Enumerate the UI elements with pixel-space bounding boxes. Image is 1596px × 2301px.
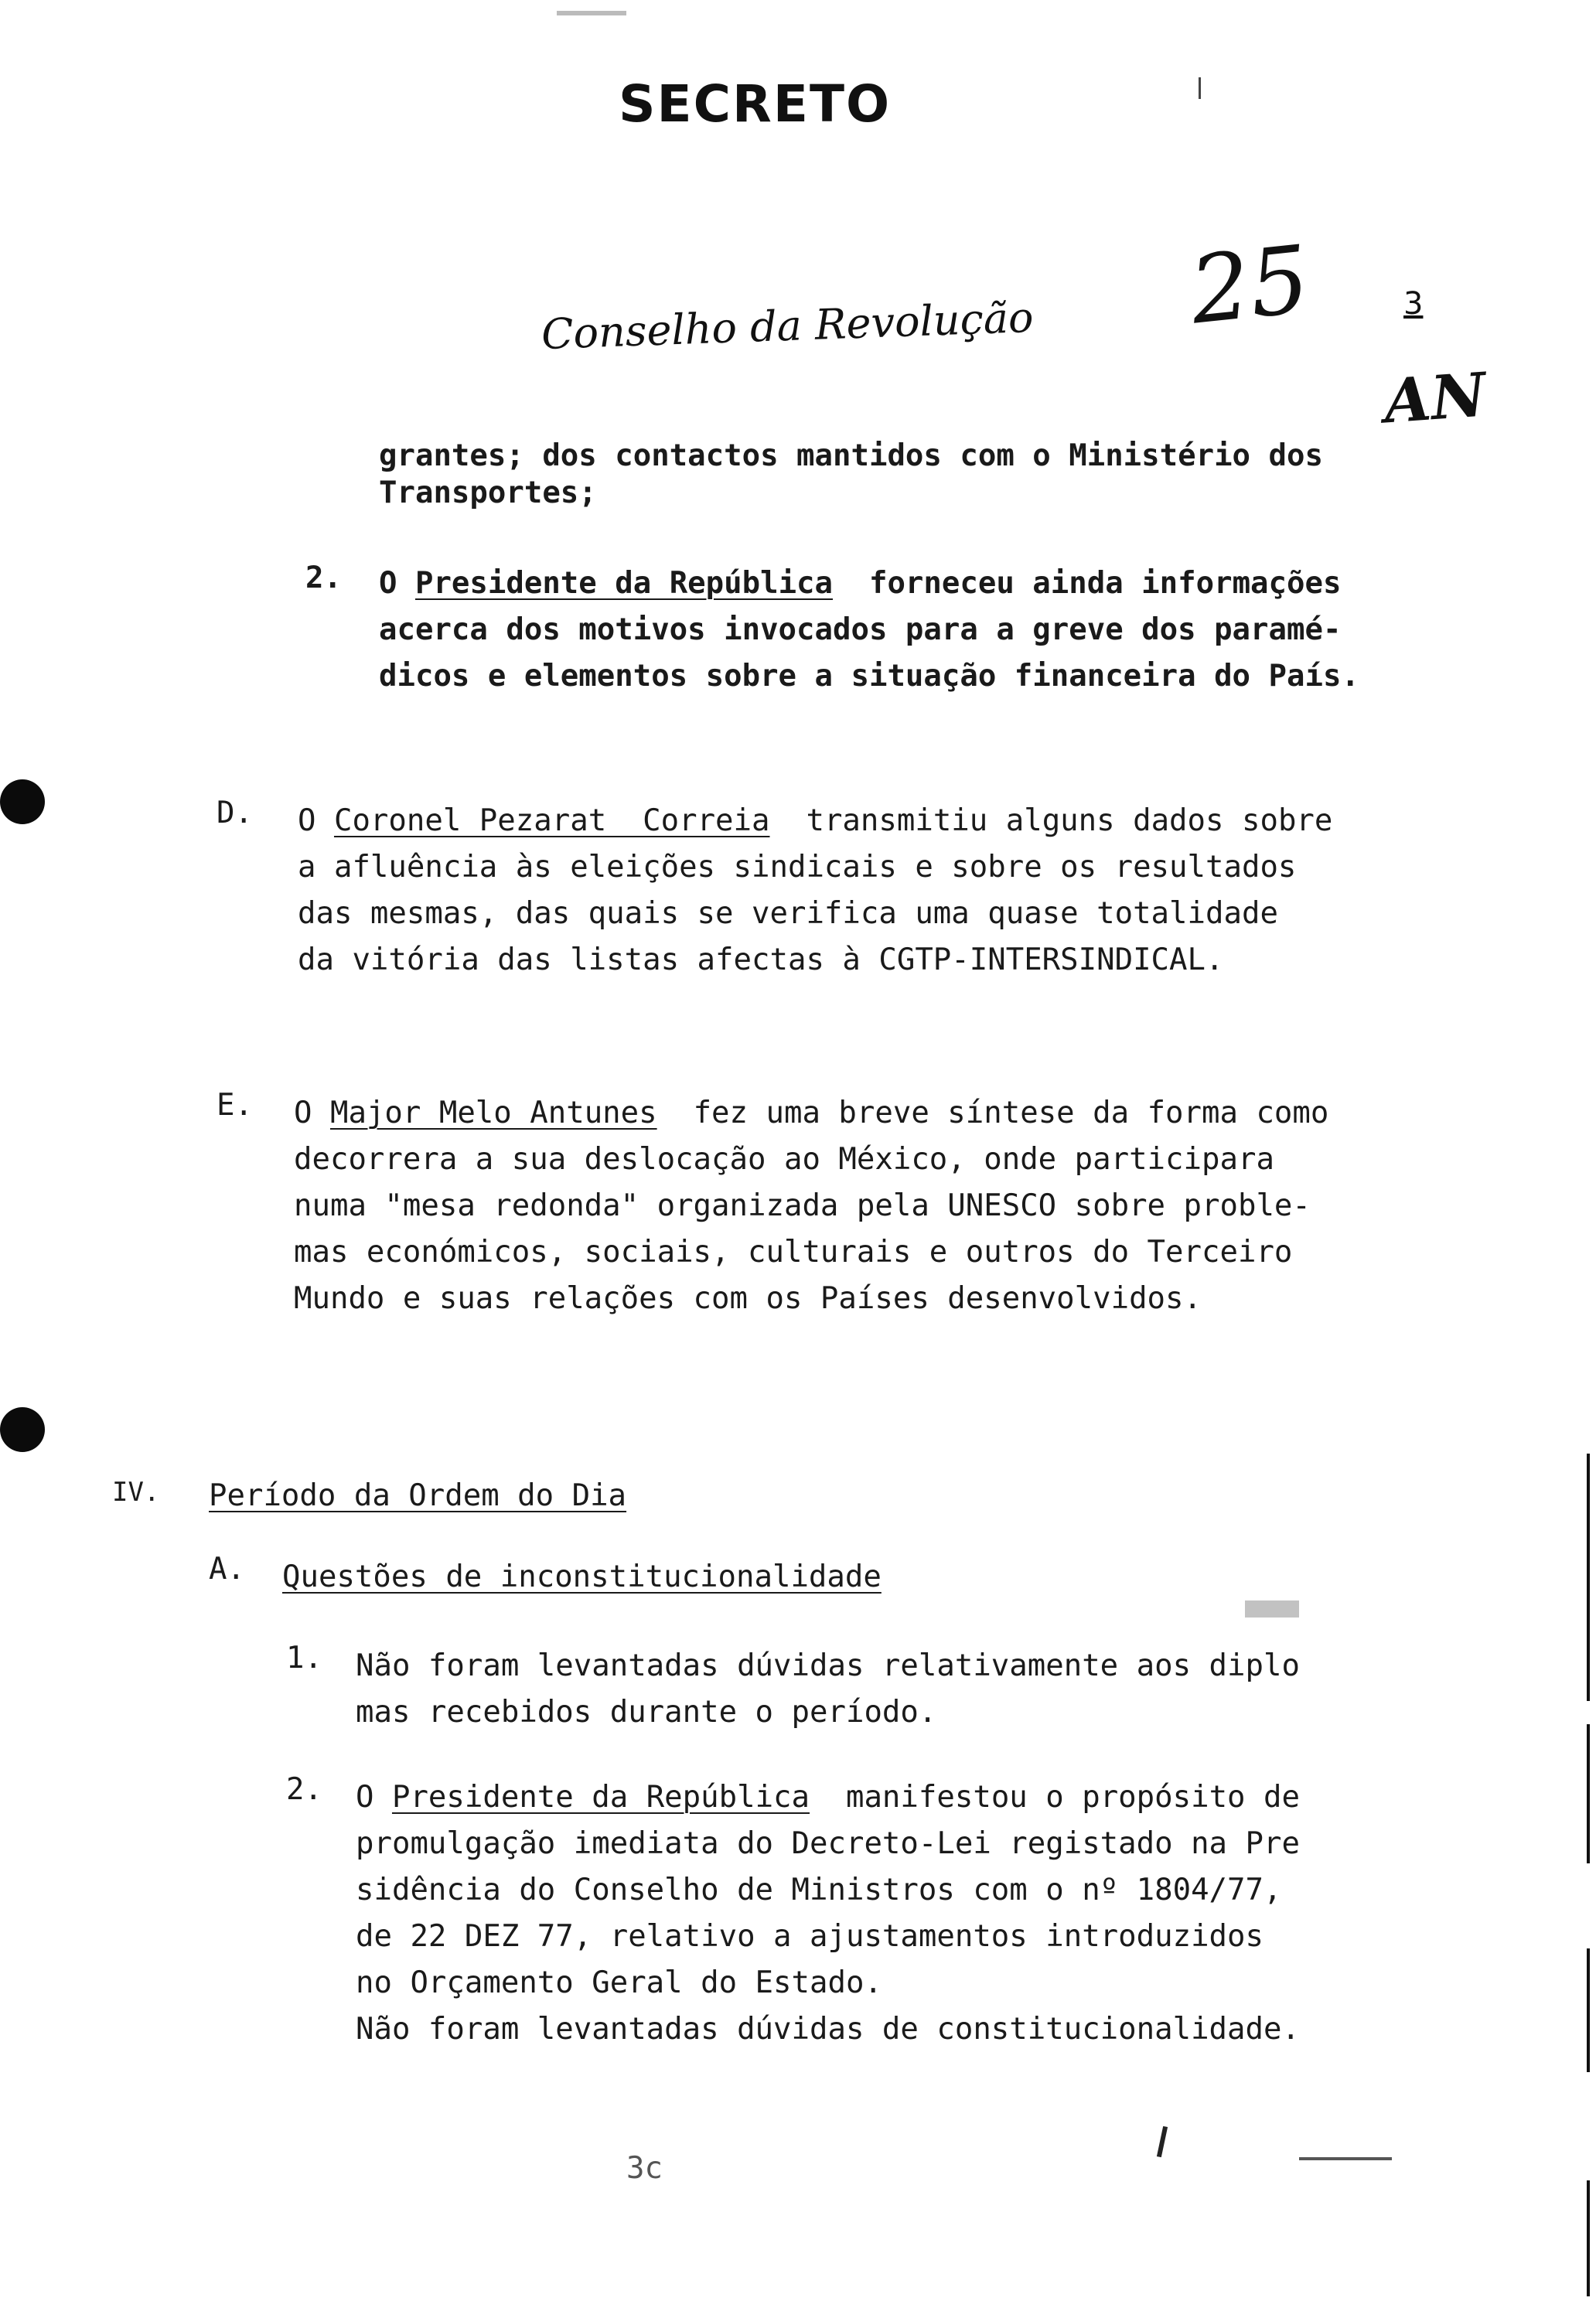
scan-edge-line-2 [1587, 1724, 1590, 1863]
section-e-line-2: decorrera a sua deslocação ao México, onde participara [294, 1142, 1274, 1177]
section-iv-item-2-line-5: no Orçamento Geral do Estado. [356, 1965, 882, 2000]
page-number: 3 [1403, 286, 1424, 322]
section-iv-item-2-subject: Presidente da República [391, 1780, 810, 1815]
section-iv-item-1-line-1: Não foram levantadas dúvidas relativamente aos diplo [356, 1648, 1300, 1683]
item-c2-subject: Presidente da República [414, 566, 834, 601]
classification-stamp: SECRETO [619, 74, 892, 134]
section-iv-item-2-line-6: Não foram levantadas dúvidas de constitucionalidade. [356, 2012, 1300, 2047]
section-e-letter: E. [217, 1088, 253, 1123]
handwritten-page-mark: 25 [1185, 226, 1315, 346]
item-c2-line-3: dicos e elementos sobre a situação financeira do País. [379, 659, 1359, 694]
section-iv-item-2-line-2: promulgação imediata do Decreto-Lei registado na Pre [356, 1826, 1300, 1861]
section-e-line-3: numa "mesa redonda" organizada pela UNESCO sobre proble- [294, 1188, 1311, 1223]
section-iv-item-2-line-4: de 22 DEZ 77, relativo a ajustamentos introduzidos [356, 1919, 1264, 1954]
section-iv-item-1-line-2: mas recebidos durante o período. [356, 1695, 937, 1730]
section-iv-a-title: Questões de inconstitucionalidade [282, 1560, 882, 1594]
item-c2-line-1: O Presidente da República forneceu ainda informações [379, 566, 1342, 601]
punch-hole-top [0, 779, 45, 824]
scan-speck [1157, 2126, 1168, 2157]
section-iv-item-1-number: 1. [286, 1641, 322, 1675]
section-d-line-4: da vitória das listas afectas à CGTP-INTERSINDICAL. [298, 943, 1224, 977]
scan-edge-line-3 [1587, 1948, 1590, 2072]
footer-mark: 3c [626, 2151, 663, 2186]
section-d-letter: D. [217, 796, 253, 830]
item-c2-line-2: acerca dos motivos invocados para a greve dos paramé- [379, 612, 1342, 647]
section-iv-item-2-line-1: O Presidente da República manifestou o propósito de [356, 1780, 1300, 1815]
continuation-line-2: Transportes; [379, 476, 597, 510]
scan-smudge [1245, 1600, 1299, 1618]
section-iv-item-2-number: 2. [286, 1772, 322, 1807]
continuation-line-1: grantes; dos contactos mantidos com o Ministério dos [379, 438, 1323, 473]
section-iv-a-letter: A. [209, 1552, 245, 1587]
section-e-subject: Major Melo Antunes [329, 1096, 657, 1130]
section-e-line-4: mas económicos, sociais, culturais e outros do Terceiro [294, 1235, 1293, 1270]
scan-edge-line-4 [1587, 2180, 1590, 2296]
section-d-line-2: a afluência às eleições sindicais e sobre os resultados [298, 850, 1297, 885]
scan-speck [557, 11, 626, 15]
section-e-line-1: O Major Melo Antunes fez uma breve síntese da forma como [294, 1096, 1329, 1130]
item-c2-number: 2. [305, 561, 342, 595]
section-d-line-3: das mesmas, das quais se verifica uma quase totalidade [298, 896, 1278, 931]
section-d-line-1: O Coronel Pezarat Correia transmitiu alguns dados sobre [298, 803, 1333, 838]
scan-speck [1199, 77, 1201, 99]
scan-speck [1299, 2157, 1392, 2160]
section-iv-title: Período da Ordem do Dia [209, 1478, 627, 1513]
section-iv-numeral: IV. [112, 1477, 160, 1508]
punch-hole-bottom [0, 1407, 45, 1452]
section-iv-item-2-line-3: sidência do Conselho de Ministros com o nº 1804/77, [356, 1873, 1282, 1907]
section-d-subject: Coronel Pezarat Correia [333, 803, 770, 838]
handwritten-initials: AN [1381, 360, 1489, 438]
handwritten-title: Conselho da Revolução [541, 292, 1035, 360]
section-e-line-5: Mundo e suas relações com os Países desenvolvidos. [294, 1281, 1202, 1316]
scan-edge-line-1 [1587, 1454, 1590, 1701]
